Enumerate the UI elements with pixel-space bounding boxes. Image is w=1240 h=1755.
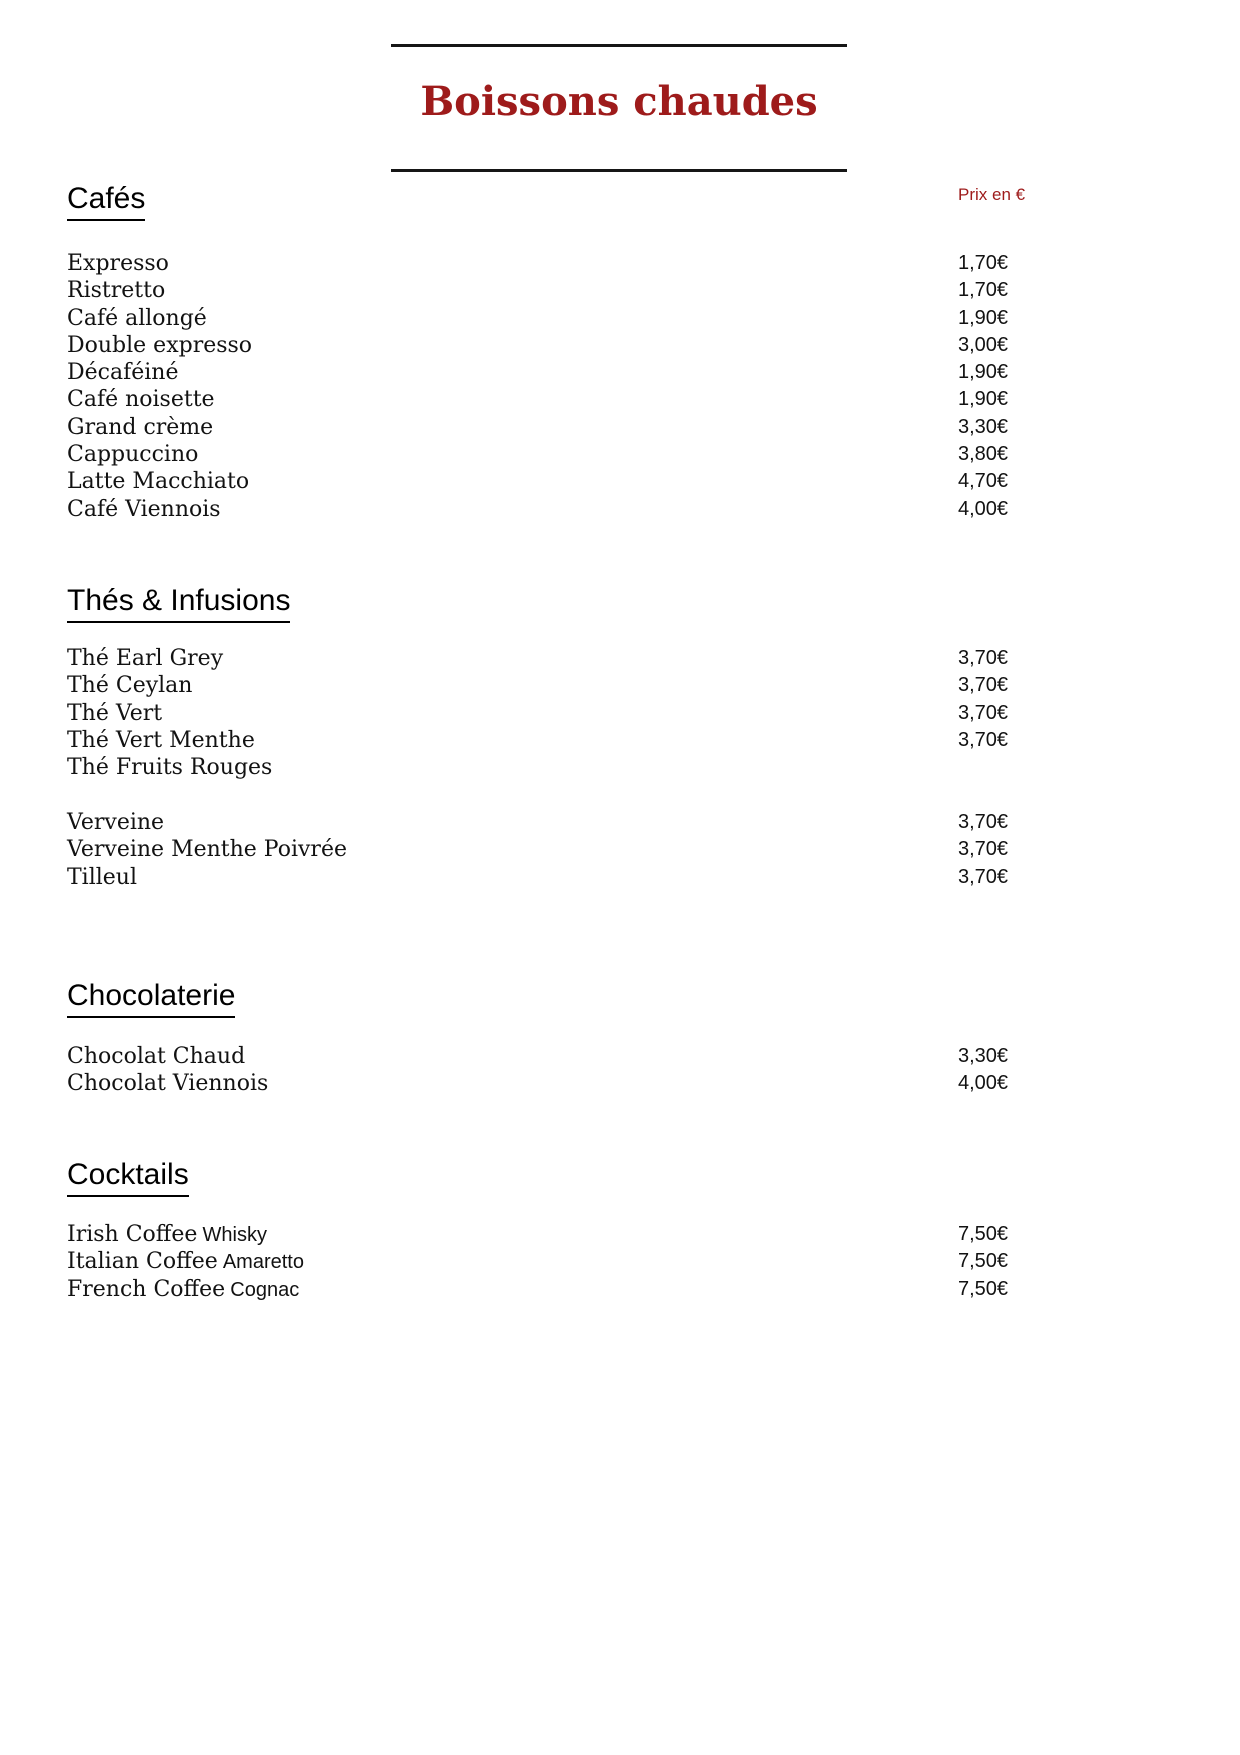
menu-item-row [67,700,1173,727]
menu-item-row [67,809,1173,836]
item-name: Café noisette [67,387,215,413]
item-name: Latte Macchiato [67,469,250,495]
item-name: Grand crème [67,414,214,440]
item-price: 1,90€ [958,361,1009,384]
menu-item-row [67,468,1173,495]
menu-item-row [67,305,1173,332]
item-price: 3,30€ [958,1045,1009,1067]
menu-item-row [67,386,1173,413]
item-price: 3,00€ [958,333,1009,356]
item-price: 3,70€ [958,838,1009,861]
item-price: 7,50€ [958,1277,1009,1300]
item-name: Chocolat Chaud [67,1044,246,1069]
section-heading: Cocktails [67,1158,189,1197]
item-name-suffix: Amaretto [222,1251,304,1274]
item-name: Thé Earl Grey [67,646,224,671]
item-price: 3,70€ [958,674,1009,697]
item-name: Expresso [67,251,169,276]
item-name: Café allongé [67,305,207,331]
item-price: 1,90€ [958,306,1009,329]
item-price: 1,70€ [958,279,1009,302]
item-price: 3,70€ [958,647,1009,669]
item-name: Verveine Menthe Poivrée [67,837,347,863]
item-name: Thé Vert Menthe [67,727,255,753]
item-name: Italian Coffee [67,1249,218,1275]
item-group [67,645,1173,781]
menu-item-row [67,864,1173,891]
menu-item-row [67,1221,1173,1248]
item-price: 7,50€ [958,1223,1009,1245]
menu-item-row [67,250,1173,277]
menu-item-row [67,359,1173,386]
item-price: 3,70€ [958,701,1009,724]
item-name: Verveine [67,810,165,835]
title-block [391,44,847,172]
item-price: 4,70€ [958,470,1009,493]
item-name: Tilleul [67,864,138,890]
item-price: 3,30€ [958,415,1009,438]
item-name: Thé Vert [67,700,163,726]
menu-item-row [67,836,1173,863]
price-unit-note: Prix en € [958,185,1026,204]
page-title: Boissons chaudes [420,77,818,125]
item-price: 4,00€ [958,497,1009,520]
menu-item-row [67,1070,1173,1097]
item-price: 3,80€ [958,443,1009,466]
menu-item-row [67,754,1173,781]
item-name: Cappuccino [67,442,199,468]
item-name-suffix: Whisky [202,1224,267,1246]
menu-item-row [67,496,1173,523]
item-group [67,809,1173,891]
item-name: French Coffee [67,1276,226,1302]
menu-item-row [67,645,1173,672]
menu-item-row [67,332,1173,359]
item-name: Décaféiné [67,360,179,386]
title-rule-bottom [391,169,847,172]
menu-item-row [67,1276,1173,1303]
item-group [67,250,1173,523]
item-name: Thé Ceylan [67,673,193,699]
item-name: Café Viennois [67,496,221,522]
item-name: Irish Coffee [67,1222,198,1247]
item-price: 7,50€ [958,1250,1009,1273]
menu-item-row [67,1248,1173,1275]
item-price: 4,00€ [958,1072,1009,1095]
item-price: 3,70€ [958,728,1009,751]
item-price: 1,70€ [958,252,1009,274]
menu-item-row [67,277,1173,304]
title-wrap [391,47,847,169]
section-heading: Thés & Infusions [67,584,290,623]
menu-item-row [67,441,1173,468]
menu-item-row [67,1043,1173,1070]
item-price: 1,90€ [958,388,1009,411]
item-price: 3,70€ [958,811,1009,833]
item-name: Chocolat Viennois [67,1071,269,1097]
menu-item-row [67,414,1173,441]
item-group [67,1221,1173,1303]
item-price: 3,70€ [958,865,1009,888]
item-name: Ristretto [67,278,166,304]
item-group [67,1043,1173,1098]
menu-item-row [67,727,1173,754]
section-heading: Chocolaterie [67,979,235,1018]
item-name: Thé Fruits Rouges [67,755,273,781]
item-name-suffix: Cognac [230,1278,300,1301]
section-heading: Cafés [67,182,145,221]
menu-item-row [67,672,1173,699]
item-name: Double expresso [67,332,253,358]
